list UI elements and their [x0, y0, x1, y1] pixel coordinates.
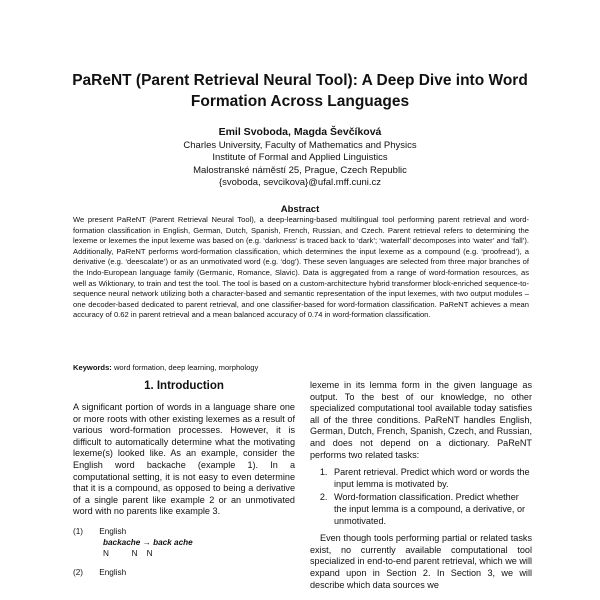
- paper-authors: Emil Svoboda, Magda Ševčíková: [218, 126, 382, 138]
- example-number: (2): [73, 567, 84, 577]
- abstract-heading: Abstract: [280, 204, 320, 215]
- affiliation-line: Charles University, Faculty of Mathematics and Physics: [183, 140, 417, 151]
- example-arrow: →: [142, 537, 151, 547]
- example-1-gloss: [73, 537, 295, 548]
- intro-paragraph: A significant portion of words in a language share one or more roots with other existing lexemes as a result of various word-formation processes. However, it is difficult to automatically determine what the motivating lexeme(s) looked like. As an example, consider the English word backache (example 1). In a computational setting, it is not easy to even determine that it is a compound, as opposed to being a derivative of a single parent like example 2 or an unmotivated word with no parents like example 3.: [73, 402, 295, 517]
- affiliation-block: [60, 140, 540, 190]
- example-language: English: [99, 526, 127, 536]
- keywords-line: [73, 363, 529, 372]
- example-language: English: [99, 567, 127, 577]
- example-number: (1): [73, 526, 84, 536]
- right-column: [310, 380, 532, 591]
- example-2: [73, 567, 295, 578]
- task-list: [310, 467, 532, 527]
- abstract-text: We present PaReNT (Parent Retrieval Neural Tool), a deep-learning-based multilingual tool performing parent retrieval and word-formation classification in English, German, Dutch, Spanish, French, Russian, and Czech. Parent retrieval refers to determining the lexeme or lexemes the input lexeme was based on (e.g. ‘darkness’ is traced back to ‘dark’; ‘waterfall’ decomposes into ‘water’ and ‘fall’). Additionally, PaReNT performs word-formation classification, which determines the input lexeme as a compound (e.g. ‘proofread’), a derivative (e.g. ‘deescalate’) or as an unmotivated word (e.g. ‘dog’). These seven languages are selected from three major branches of the Indo-European language family (Germanic, Romance, Slavic). Data is aggregated from a range of word-formation resources, as well as Wiktionary, to train and test the tool. The tool is based on a custom-architecture hybrid transformer block-enriched sequence-to-sequence neural network utilizing both a character-based and semantic representation of the input lexemes, with two output modules – one decoder-based dedicated to parent retrieval, and one classifier-based for word-formation classification. PaReNT achieves a mean accuracy of 0.62 in parent retrieval and a mean balanced accuracy of 0.74 in word-formation classification.: [73, 215, 529, 320]
- task-item: 1. Parent retrieval. Predict which word or words the input lemma is motivated by.: [330, 467, 532, 490]
- left-column: [73, 380, 295, 578]
- task-item: 2. Word-formation classification. Predict whether the input lemma is a compound, a derivative, or unmotivated.: [330, 492, 532, 527]
- keywords-label: Keywords:: [73, 363, 112, 372]
- affiliation-email: {svoboda, sevcikova}@ufal.mff.cuni.cz: [218, 177, 382, 189]
- right-paragraph-2: Even though tools performing partial or related tasks exist, no currently available computational tool specialized in end-to-end parent retrieval, which we will expand upon in Section 2. In Section 3, we will describe which data sources we: [310, 533, 532, 590]
- example-word: backache: [103, 537, 141, 547]
- affiliation-line: Malostranské náměstí 25, Prague, Czech Republic: [193, 164, 407, 176]
- affiliation-line: Institute of Formal and Applied Linguistics: [212, 152, 388, 164]
- example-1-tags: N N N: [103, 548, 153, 558]
- right-paragraph: lexeme in its lemma form in the given language as output. To the best of our knowledge, no other specialized computational tool available today satisfies all of the three conditions. PaReNT handles English, German, Dutch, French, Spanish, Czech, and Russian, and does not depend on a dictionary. PaReNT performs two related tasks:: [310, 380, 532, 460]
- section-heading: 1. Introduction: [144, 380, 224, 392]
- example-1: [73, 526, 295, 537]
- keywords-text: word formation, deep learning, morphology: [113, 363, 259, 372]
- paper-title: PaReNT (Parent Retrieval Neural Tool): A Deep Dive into Word Formation Across Languages: [72, 72, 528, 110]
- example-parts: back ache: [153, 537, 193, 547]
